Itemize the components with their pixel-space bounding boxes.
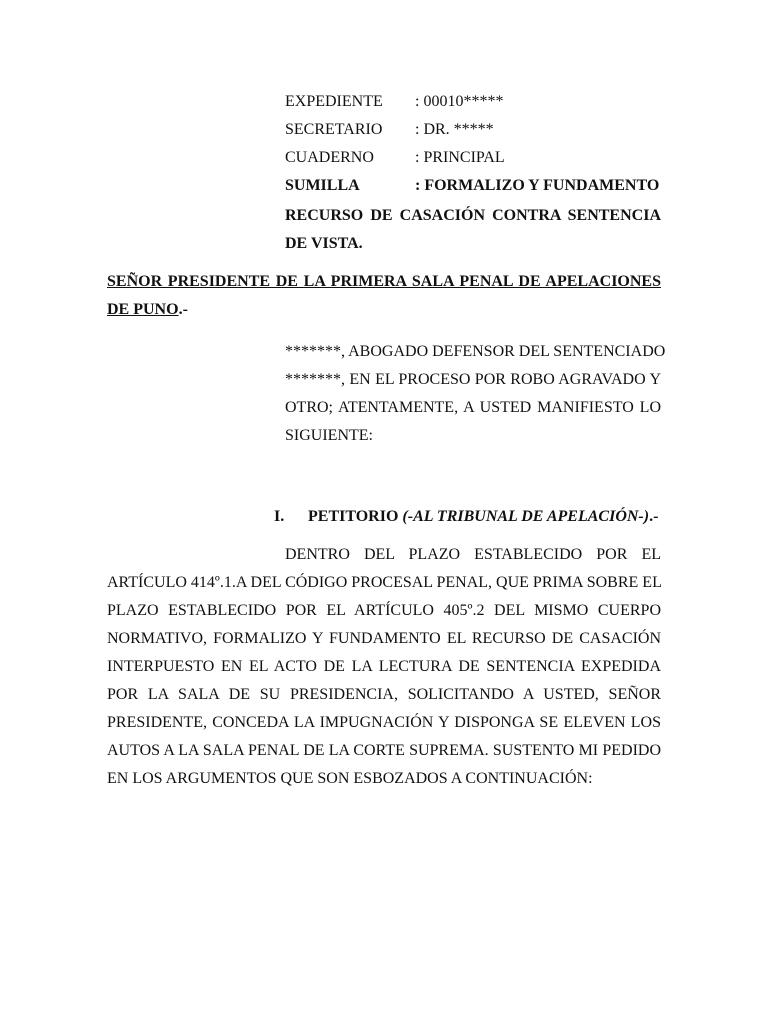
addressee-suffix: .- xyxy=(178,301,188,318)
case-header xyxy=(285,90,661,258)
addressee-city: DE PUNO xyxy=(107,301,179,318)
secretario-value: : DR. ***** xyxy=(415,121,494,138)
body-line: ARTÍCULO 414º.1.A DEL CÓDIGO PROCESAL PENAL, QUE PRIMA SOBRE EL xyxy=(107,574,662,591)
addressee-line-1: SEÑOR PRESIDENTE DE LA PRIMERA SALA PENAL DE APELACIONES xyxy=(107,273,661,290)
section-title-italic: (-AL TRIBUNAL DE APELACIÓN-) xyxy=(402,508,650,525)
sumilla-value: : FORMALIZO Y FUNDAMENTO xyxy=(415,177,660,194)
cuaderno-value: : PRINCIPAL xyxy=(415,149,505,166)
body-line: PLAZO ESTABLECIDO POR EL ARTÍCULO 405º.2 DEL MISMO CUERPO xyxy=(107,602,661,619)
section-number: I. xyxy=(274,508,285,525)
intro-paragraph xyxy=(285,338,666,450)
body-line: DENTRO DEL PLAZO ESTABLECIDO POR EL xyxy=(285,546,661,563)
intro-line: *******, ABOGADO DEFENSOR DEL SENTENCIADO xyxy=(285,343,666,360)
cuaderno-row xyxy=(285,146,661,174)
intro-line: OTRO; ATENTAMENTE, A USTED MANIFIESTO LO xyxy=(285,399,661,416)
body-line: PRESIDENTE, CONCEDA LA IMPUGNACIÓN Y DISPONGA SE ELEVEN LOS xyxy=(107,714,661,731)
body-line: NORMATIVO, FORMALIZO Y FUNDAMENTO EL RECURSO DE CASACIÓN xyxy=(107,630,661,647)
body-line: INTERPUESTO EN EL ACTO DE LA LECTURA DE SENTENCIA EXPEDIDA xyxy=(107,658,661,675)
addressee xyxy=(107,268,661,324)
expediente-value: : 00010***** xyxy=(415,93,504,110)
addressee-line-2 xyxy=(107,296,661,324)
body-line: EN LOS ARGUMENTOS QUE SON ESBOZADOS A CONTINUACIÓN: xyxy=(107,770,593,787)
cuaderno-label: CUADERNO xyxy=(285,149,374,166)
secretario-label: SECRETARIO xyxy=(285,121,383,138)
secretario-row xyxy=(285,118,661,146)
sumilla-line-2: RECURSO DE CASACIÓN CONTRA SENTENCIA xyxy=(285,207,661,224)
intro-line: SIGUIENTE: xyxy=(285,427,373,444)
sumilla-line-3: DE VISTA. xyxy=(285,235,363,252)
sumilla-row xyxy=(285,174,661,202)
expediente-label: EXPEDIENTE xyxy=(285,93,383,110)
expediente-row xyxy=(285,90,661,118)
section-heading xyxy=(274,503,658,531)
body-line: AUTOS A LA SALA PENAL DE LA CORTE SUPREMA. SUSTENTO MI PEDIDO xyxy=(107,742,661,759)
intro-line: *******, EN EL PROCESO POR ROBO AGRAVADO Y xyxy=(285,371,661,388)
body-line: POR LA SALA DE SU PRESIDENCIA, SOLICITANDO A USTED, SEÑOR xyxy=(107,686,661,703)
section-title: PETITORIO xyxy=(308,508,403,525)
section-title-suffix: .- xyxy=(649,508,659,525)
sumilla-label: SUMILLA xyxy=(285,177,360,194)
petitorio-paragraph xyxy=(107,541,661,793)
